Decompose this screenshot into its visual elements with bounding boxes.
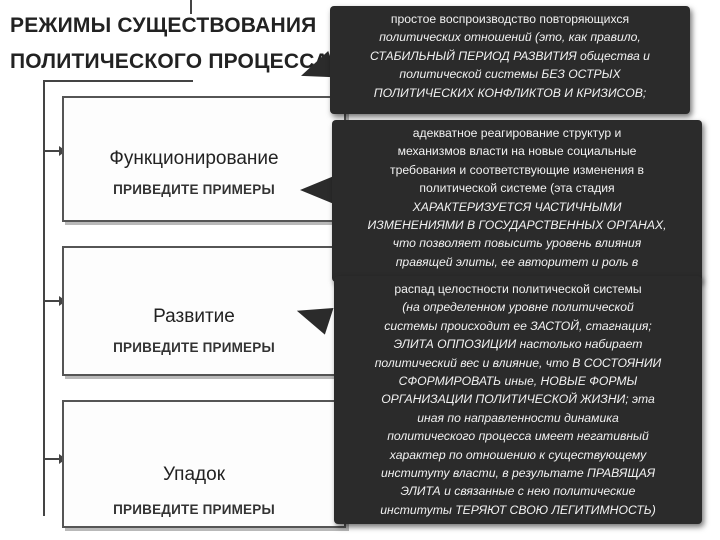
stage-label-development: Развитие xyxy=(153,306,235,327)
arrow-to-functioning xyxy=(44,150,60,152)
callout-decline xyxy=(334,276,702,524)
callout-decline-line: характер по отношению к существующему xyxy=(389,447,647,462)
stage-label-functioning: Функционирование xyxy=(109,148,279,169)
callout-decline-line: иная по направленности динамика xyxy=(417,410,619,425)
callout-decline-line: институту власти, в результате ПРАВЯЩАЯ xyxy=(380,466,656,481)
callout-functioning-line: политической системы БЕЗ ОСТРЫХ xyxy=(399,67,621,82)
callout-functioning xyxy=(330,6,690,114)
callout-functioning-line: ПОЛИТИЧЕСКИХ КОНФЛИКТОВ И КРИЗИСОВ; xyxy=(373,85,647,100)
callout-decline-line: распад целостности политической системы xyxy=(394,282,642,296)
callout-functioning-line: политических отношений (это, как правило, xyxy=(379,30,641,45)
callout-development-line: требования и соответствующие изменения в xyxy=(389,162,645,177)
stage-box-decline xyxy=(62,400,346,528)
callout-decline-line: (на определенном уровне политической xyxy=(402,300,634,315)
connector-vertical xyxy=(43,80,45,516)
callout-decline-line: политический вес и влияние, что В СОСТОЯНИИ xyxy=(374,355,662,370)
callout-decline-line: политического процесса имеет негативный xyxy=(387,429,649,444)
callout-pointer-development xyxy=(300,176,334,204)
callout-decline-line: ЭЛИТА и связанные с нею политические xyxy=(400,484,636,499)
callout-functioning-line: простое воспроизводство повторяющихся xyxy=(390,12,630,26)
connector-top xyxy=(190,0,192,14)
callout-development-line: адекватное реагирование структур и xyxy=(412,126,622,140)
callout-development xyxy=(332,120,702,282)
callout-development-line: механизмов власти на новые социальные xyxy=(397,144,637,159)
callout-development-line: правящей элиты, ее авторитет и роль в xyxy=(395,254,639,269)
callout-functioning-line: СТАБИЛЬНЫЙ ПЕРИОД РАЗВИТИЯ общества и xyxy=(370,48,650,63)
arrow-to-decline xyxy=(44,458,60,460)
arrow-to-development xyxy=(44,300,60,302)
callout-decline-line: ЭЛИТА ОППОЗИЦИИ настолько набирает xyxy=(393,337,643,352)
callout-decline-line: СФОРМИРОВАТЬ иные, НОВЫЕ ФОРМЫ xyxy=(398,374,638,389)
title-line-1: РЕЖИМЫ СУЩЕСТВОВАНИЯ xyxy=(10,14,317,37)
title-line-2: ПОЛИТИЧЕСКОГО ПРОЦЕССА xyxy=(10,50,330,73)
callout-decline-line: ОРГАНИЗАЦИИ ПОЛИТИЧЕСКОЙ ЖИЗНИ; эта xyxy=(381,392,655,407)
examples-prompt-development: ПРИВЕДИТЕ ПРИМЕРЫ xyxy=(113,340,275,355)
examples-prompt-functioning: ПРИВЕДИТЕ ПРИМЕРЫ xyxy=(113,182,275,197)
callout-decline-line: институты ТЕРЯЮТ СВОЮ ЛЕГИТИМНОСТЬ) xyxy=(380,502,656,517)
connector-horizontal xyxy=(43,80,193,82)
callout-development-line: ХАРАКТЕРИЗУЕТСЯ ЧАСТИЧНЫМИ xyxy=(412,199,622,214)
callout-development-line: ИЗМЕНЕНИЯМИ В ГОСУДАРСТВЕННЫХ ОРГАНАХ, xyxy=(367,218,667,233)
callout-development-line: что позволяет повысить уровень влияния xyxy=(392,236,642,251)
stage-label-decline: Упадок xyxy=(162,464,226,485)
examples-prompt-decline: ПРИВЕДИТЕ ПРИМЕРЫ xyxy=(113,502,275,517)
callout-development-line: политической системе (эта стадия xyxy=(419,181,615,196)
callout-decline-line: системы происходит ее ЗАСТОЙ, стагнация; xyxy=(384,318,652,333)
